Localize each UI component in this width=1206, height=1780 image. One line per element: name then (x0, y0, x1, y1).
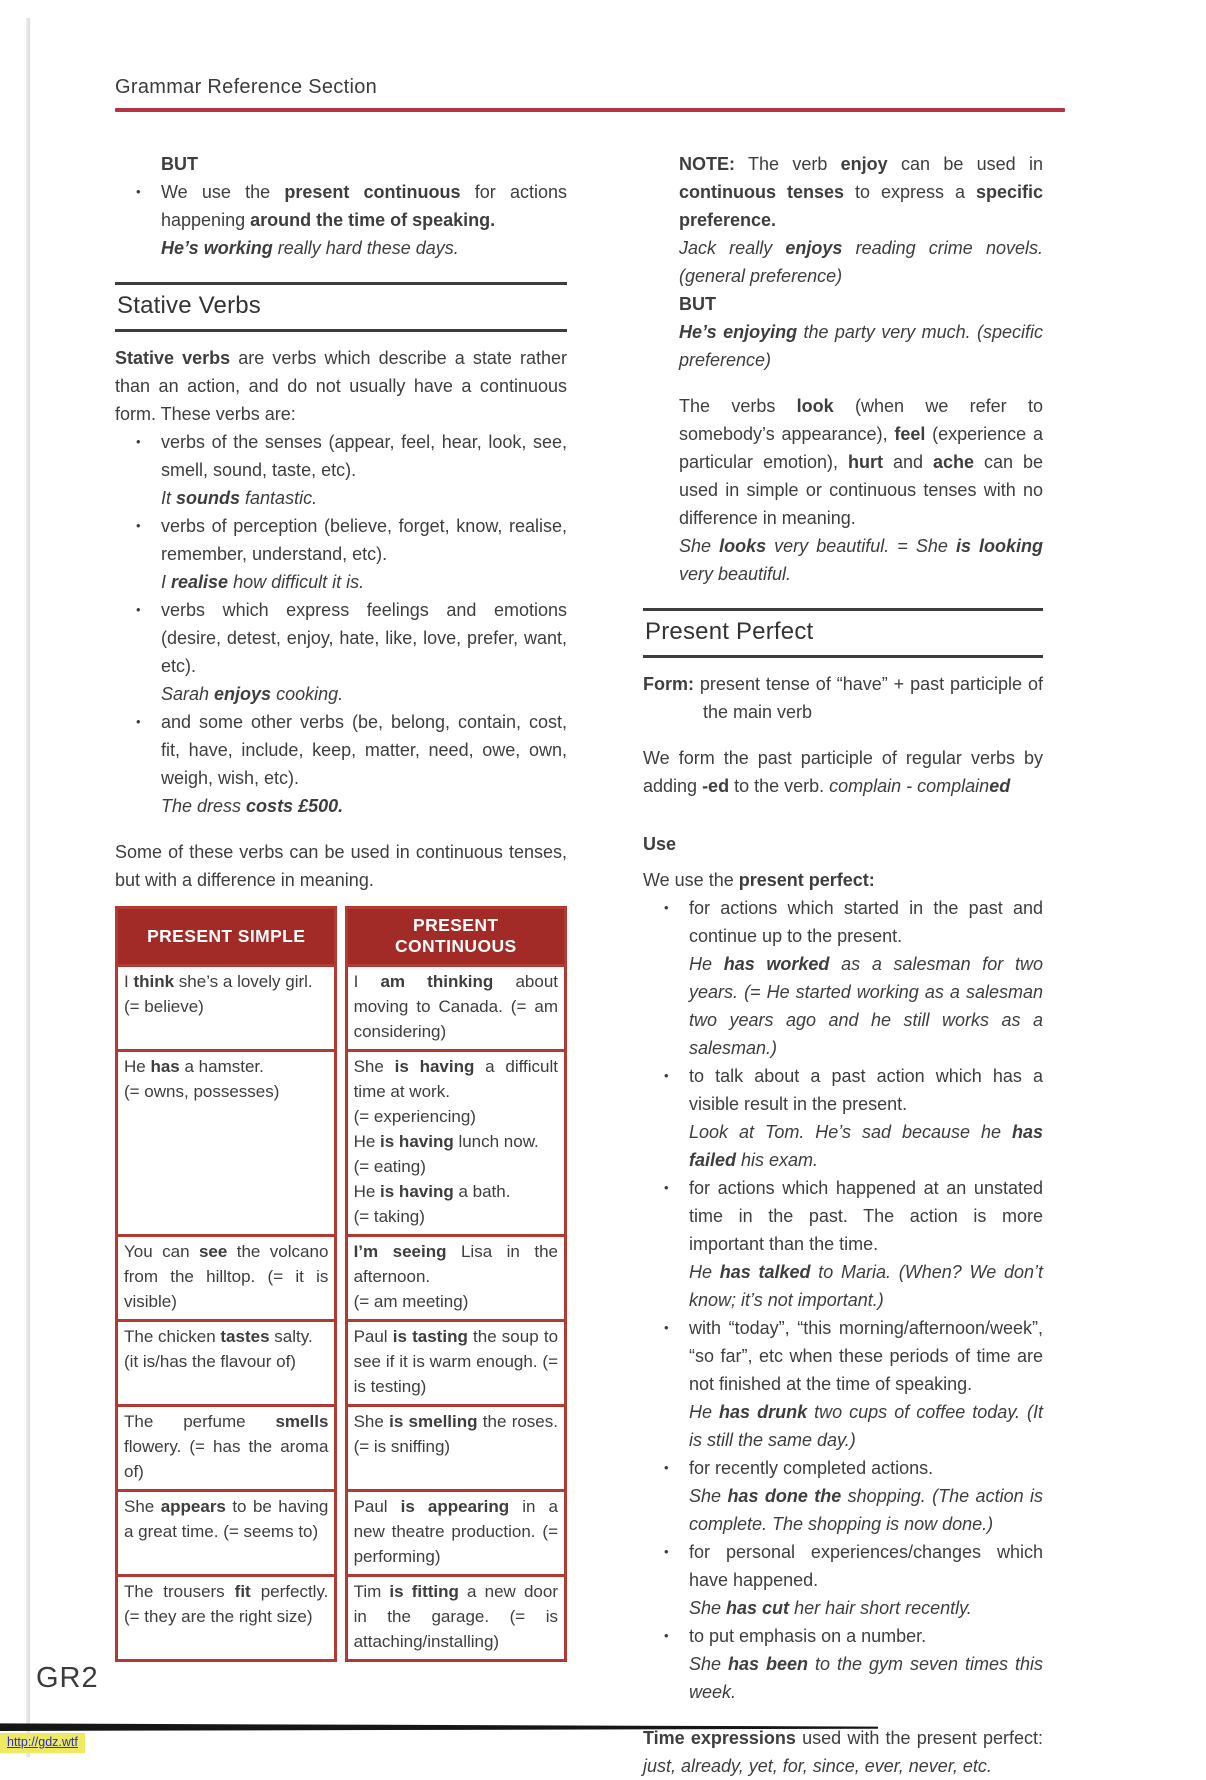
text-run: Tim (353, 1582, 390, 1601)
text-run: NOTE: (679, 154, 735, 174)
text-run: a hamster. (179, 1057, 264, 1076)
text-run: Paul (353, 1327, 393, 1346)
text-run: Jack really (679, 238, 786, 258)
bullet-item (643, 1538, 1043, 1622)
bullet-item (643, 1174, 1043, 1314)
text-run: You can (124, 1242, 199, 1261)
text-run: He’s working (161, 238, 273, 258)
section-heading: Present Perfect (643, 608, 1043, 658)
example-sentence (161, 568, 567, 596)
text-run: She (689, 1486, 728, 1506)
bullet-icon: • (664, 900, 669, 915)
text-run: cooking. (271, 684, 344, 704)
text-run: She (679, 536, 720, 556)
text-run: present continuous (284, 182, 461, 202)
text-run: He (689, 954, 724, 974)
bullet-text (689, 1174, 1043, 1258)
text-run: The perfume (124, 1412, 276, 1431)
text-run: Time expressions (643, 1728, 796, 1748)
bullet-text (161, 512, 567, 568)
text-run: her hair short recently. (789, 1598, 972, 1618)
bullet-item (115, 596, 567, 708)
text-run: is looking (955, 536, 1043, 556)
text-run: to the gym seven times this week. (689, 1654, 1044, 1702)
text-run: ed (989, 776, 1011, 796)
text-run: complain - complain (829, 776, 990, 796)
text-run: He’s enjoying (679, 322, 798, 342)
text-run: is smelling (389, 1412, 478, 1431)
bullet-text (689, 1062, 1043, 1118)
example-sentence (689, 1258, 1043, 1314)
bullet-text (689, 1622, 1043, 1650)
watermark-link[interactable]: http://gdz.wtf (0, 1733, 85, 1753)
bullet-body (689, 894, 1043, 1062)
example-sentence (689, 950, 1043, 1062)
text-run: The trousers (124, 1582, 235, 1601)
text-run: fit (234, 1582, 251, 1601)
bullet-body (689, 1622, 1043, 1706)
page-header (115, 76, 1065, 112)
bullet-icon: • (136, 518, 141, 533)
text-run: has drunk (719, 1402, 808, 1422)
text-run: verbs of the senses (appear, feel, hear, look, see, smell, sound, taste, etc). (161, 432, 567, 480)
text-run: lunch now. (453, 1132, 539, 1151)
text-run: think (133, 972, 175, 991)
text-run: (it is/has the flavour of) (124, 1352, 296, 1371)
text-run: She (689, 1598, 727, 1618)
bullet-body (689, 1538, 1043, 1622)
table-cell (346, 966, 565, 1051)
bullet-item (643, 1622, 1043, 1706)
text-run: continuous tenses (679, 182, 844, 202)
text-run: reading crime novels. (general preference) (679, 238, 1043, 286)
text-run: He (353, 1182, 381, 1201)
text-run: hurt (848, 452, 883, 472)
bullet-body (161, 596, 567, 708)
bullet-body (689, 1454, 1043, 1538)
text-run: We form the past participle of regular verbs by adding (643, 748, 1043, 796)
text-run: (= am meeting) (353, 1292, 469, 1311)
text-run: present tense of “have” + past participle of the main verb (694, 674, 1043, 722)
text-run: is tasting (392, 1327, 468, 1346)
example-sentence (161, 484, 567, 512)
label-use: Use (643, 834, 677, 854)
text-run: is fitting (389, 1582, 459, 1601)
bullet-icon: • (664, 1320, 669, 1335)
text-run: with “today”, “this morning/afternoon/week”, “so far”, etc when these periods of time are not finished at the time of speaking. (689, 1318, 1043, 1394)
text-run: she’s a lovely girl. (174, 972, 313, 991)
table-row (117, 1576, 566, 1661)
text-run: (= eating) (353, 1157, 426, 1176)
text-run: the soup to see if it is warm enough. (= is testing) (353, 1327, 559, 1396)
text-run: (when we refer to somebody’s appearance), (679, 396, 1043, 444)
text-run: She (353, 1057, 395, 1076)
text-run: is appearing (400, 1497, 510, 1516)
bullet-text (689, 1314, 1043, 1398)
text-run: She (124, 1497, 161, 1516)
text-run: a new door in the garage. (= is attaching/installing) (353, 1582, 558, 1651)
page-number-label: GR2 (36, 1662, 99, 1694)
text-run: Some of these verbs can be used in continuous tenses, but with a difference in meaning. (115, 842, 567, 890)
bullet-icon: • (664, 1068, 669, 1083)
text-run: to express a (844, 182, 976, 202)
text-run: are verbs which describe a state rather than an action, and do not usually have a continuous form. These verbs are: (115, 348, 568, 424)
table-row (117, 1406, 566, 1491)
table-header-cell: PRESENT SIMPLE (117, 908, 336, 966)
example-sentence (161, 234, 567, 262)
table-row (117, 1491, 566, 1576)
paragraph (679, 150, 1043, 234)
bullet-body (161, 512, 567, 596)
bullet-item (115, 708, 567, 820)
text-run: for recently completed actions. (689, 1458, 934, 1478)
table-row (117, 966, 566, 1051)
text-run: really hard these days. (272, 238, 459, 258)
table-cell (346, 1406, 565, 1491)
text-run: Look at Tom. He’s sad because he (689, 1122, 1012, 1142)
text-run: fantastic. (240, 488, 318, 508)
text-run: She (353, 1412, 390, 1431)
paragraph (643, 1724, 1043, 1780)
text-run: Stative verbs (115, 348, 231, 368)
comparison-table (115, 906, 567, 1662)
bullet-icon: • (136, 714, 141, 729)
text-run: look (796, 396, 834, 416)
scan-edge-artifact (26, 18, 30, 1757)
table-cell (346, 1321, 565, 1406)
text-run: the party very much. (specific preference) (679, 322, 1043, 370)
table-cell (117, 1236, 336, 1321)
text-run: specific preference. (679, 182, 1043, 230)
example-sentence (679, 318, 1043, 374)
text-run: the volcano from the hilltop. (= it is visible) (124, 1242, 329, 1311)
text-run: has talked (719, 1262, 811, 1282)
bullet-body (689, 1062, 1043, 1174)
table-cell (117, 1576, 336, 1661)
text-run: tastes (220, 1327, 270, 1346)
text-run: I (124, 972, 134, 991)
text-run: enjoy (840, 154, 888, 174)
text-run: -ed (702, 776, 730, 796)
text-run: Sarah (161, 684, 215, 704)
example-sentence (689, 1594, 1043, 1622)
text-run: looks (719, 536, 767, 556)
text-run: about moving to Canada. (= am considering) (353, 972, 558, 1041)
text-run: has been (728, 1654, 809, 1674)
text-run: costs £500. (246, 796, 344, 816)
example-sentence (679, 532, 1043, 588)
text-run: can be used in simple or continuous tenses with no difference in meaning. (679, 452, 1043, 528)
bullet-text (161, 428, 567, 484)
table-cell (346, 1236, 565, 1321)
text-run: verbs of perception (believe, forget, know, realise, remember, understand, etc). (161, 516, 567, 564)
bullet-text (689, 1454, 1043, 1482)
table-header-row (117, 908, 566, 966)
table-row (117, 1321, 566, 1406)
paragraph (643, 744, 1043, 800)
section-heading: Stative Verbs (115, 282, 567, 332)
bullet-body (161, 178, 567, 262)
text-run: It (161, 488, 177, 508)
table-column-gap (336, 1406, 346, 1491)
text-run: to put emphasis on a number. (689, 1626, 927, 1646)
text-run: We use the (643, 870, 739, 890)
table-column-gap (336, 1321, 346, 1406)
text-run: The verb (735, 154, 841, 174)
text-run: realise (171, 572, 229, 592)
text-run: He (353, 1132, 381, 1151)
text-run: very beautiful. = She (766, 536, 956, 556)
text-run: two cups of coffee today. (It is still the same day.) (689, 1402, 1044, 1450)
bullet-text (689, 894, 1043, 950)
text-run: to Maria. (When? We don’t know; it’s not important.) (689, 1262, 1043, 1310)
text-run: present perfect: (738, 870, 875, 890)
text-run: feel (894, 424, 926, 444)
text-run: (= taking) (353, 1207, 425, 1226)
example-sentence (161, 680, 567, 708)
paragraph (643, 670, 1043, 726)
table-cell (117, 1491, 336, 1576)
bullet-body (689, 1174, 1043, 1314)
text-run: for actions which started in the past and continue up to the present. (689, 898, 1043, 946)
table-row (117, 1051, 566, 1236)
example-sentence (689, 1482, 1043, 1538)
text-run: is having (380, 1132, 454, 1151)
text-run: and (883, 452, 933, 472)
text-run: verbs which express feelings and emotions (desire, detest, enjoy, hate, like, love, prefer, want, etc). (161, 600, 567, 676)
paragraph (115, 838, 567, 894)
text-run: appears (160, 1497, 226, 1516)
text-run: the roses. (= is sniffing) (353, 1412, 558, 1456)
bullet-item (643, 1314, 1043, 1454)
text-run: for personal experiences/changes which have happened. (689, 1542, 1043, 1590)
bullet-item (643, 894, 1043, 1062)
text-run: We use the (161, 182, 285, 202)
label-but: BUT (161, 154, 198, 174)
bullet-text (161, 596, 567, 680)
table-column-gap (336, 1576, 346, 1661)
example-sentence (689, 1118, 1043, 1174)
bullet-icon: • (664, 1460, 669, 1475)
bullet-item (115, 428, 567, 512)
table-cell (117, 1051, 336, 1236)
table-column-gap (336, 908, 346, 966)
text-run: smells (275, 1412, 329, 1431)
text-run: I’m seeing (353, 1242, 447, 1261)
text-run: has cut (726, 1598, 790, 1618)
text-run: as a salesman for two years. (= He started working as a salesman two years ago and he still works as a salesman.) (689, 954, 1043, 1058)
text-run: has worked (723, 954, 830, 974)
text-run: Paul (353, 1497, 401, 1516)
bullet-icon: • (136, 184, 141, 199)
text-run: The chicken (124, 1327, 221, 1346)
paragraph (643, 866, 1043, 894)
label-but: BUT (679, 294, 716, 314)
text-run: has done the (727, 1486, 842, 1506)
text-run: shopping. (The action is complete. The shopping is now done.) (689, 1486, 1043, 1534)
text-run: around the time of speaking. (250, 210, 496, 230)
text-run: for actions happening (161, 182, 567, 230)
bullet-item (115, 512, 567, 596)
bullet-item (643, 1062, 1043, 1174)
bullet-icon: • (664, 1544, 669, 1559)
text-run: can be used in (887, 154, 1044, 174)
right-column (643, 150, 1043, 1780)
text-run: Form: (643, 674, 694, 694)
text-run: see (198, 1242, 228, 1261)
example-sentence (689, 1650, 1043, 1706)
table-column-gap (336, 966, 346, 1051)
text-run: am thinking (380, 972, 494, 991)
text-run: has (150, 1057, 180, 1076)
table-cell (117, 1321, 336, 1406)
text-run: (experience a particular emotion), (679, 424, 1043, 472)
table-cell (117, 1406, 336, 1491)
text-run: Lisa in the afternoon. (353, 1242, 558, 1286)
text-run: ache (932, 452, 974, 472)
text-run: (= owns, possesses) (124, 1082, 280, 1101)
bullet-item (115, 178, 567, 262)
text-run: He (124, 1057, 151, 1076)
text-run: in a new theatre production. (= performing) (353, 1497, 559, 1566)
text-run: enjoys (214, 684, 272, 704)
bullet-icon: • (664, 1180, 669, 1195)
bullet-text (689, 1538, 1043, 1594)
bullet-item (643, 1454, 1043, 1538)
bullet-body (161, 428, 567, 512)
table-header-cell: PRESENT CONTINUOUS (346, 908, 565, 966)
table-column-gap (336, 1491, 346, 1576)
bullet-body (689, 1314, 1043, 1454)
table-cell (117, 966, 336, 1051)
text-run: I (161, 572, 172, 592)
text-run: She (689, 1654, 729, 1674)
bullet-icon: • (136, 434, 141, 449)
text-run: perfectly. (= they are the right size) (124, 1582, 329, 1626)
table-cell (346, 1491, 565, 1576)
text-run: (= experiencing) (353, 1107, 476, 1126)
title-underline (115, 108, 1065, 112)
table-column-gap (336, 1051, 346, 1236)
text-run: used with the present perfect: (795, 1728, 1043, 1748)
left-column (115, 150, 567, 1662)
bullet-text (161, 178, 567, 234)
table-column-gap (336, 1236, 346, 1321)
text-run: He (689, 1262, 720, 1282)
table-row (117, 1236, 566, 1321)
text-run: a difficult time at work. (353, 1057, 558, 1101)
text-run: how difficult it is. (228, 572, 365, 592)
text-run: for actions which happened at an unstated time in the past. The action is more important than the time. (689, 1178, 1043, 1254)
text-run: is having (394, 1057, 475, 1076)
text-run: sounds (176, 488, 241, 508)
paragraph (115, 344, 567, 428)
text-run: is having (380, 1182, 454, 1201)
table-cell (346, 1576, 565, 1661)
text-run: has failed (689, 1122, 1043, 1170)
text-run: The verbs (679, 396, 797, 416)
text-run: a bath. (453, 1182, 511, 1201)
text-run: just, already, yet, for, since, ever, never, etc. (643, 1756, 992, 1776)
example-sentence (161, 792, 567, 820)
bullet-icon: • (136, 602, 141, 617)
text-run: I (353, 972, 381, 991)
text-run: to talk about a past action which has a visible result in the present. (689, 1066, 1043, 1114)
text-run: The dress (161, 796, 247, 816)
example-sentence (689, 1398, 1043, 1454)
text-run: (= believe) (124, 997, 204, 1016)
bullet-text (161, 708, 567, 792)
text-run: to be having a great time. (= seems to) (124, 1497, 329, 1541)
bullet-body (161, 708, 567, 820)
text-run: flowery. (= has the aroma of) (124, 1437, 329, 1481)
table-cell (346, 1051, 565, 1236)
page-title: Grammar Reference Section (115, 76, 378, 98)
text-run: enjoys (785, 238, 843, 258)
text-run: very beautiful. (679, 564, 792, 584)
text-run: He (689, 1402, 720, 1422)
text-run: and some other verbs (be, belong, contain, cost, fit, have, include, keep, matter, need, owe, own, weigh, wish, etc). (161, 712, 567, 788)
text-run: salty. (269, 1327, 313, 1346)
paragraph (679, 392, 1043, 532)
bullet-icon: • (664, 1628, 669, 1643)
text-run: his exam. (736, 1150, 819, 1170)
example-sentence (679, 234, 1043, 290)
text-run: to the verb. (729, 776, 830, 796)
